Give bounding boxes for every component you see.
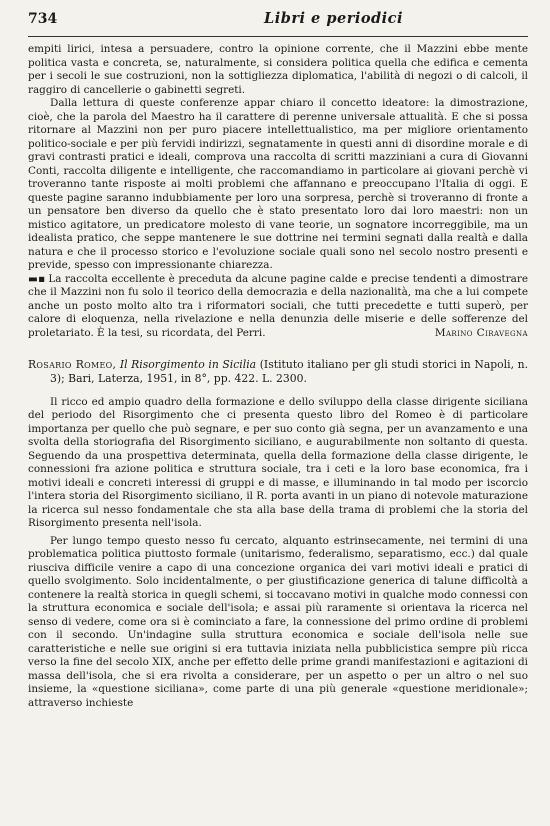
- running-head: [28, 10, 528, 36]
- paragraph-mark-icon: ▬▪: [28, 272, 46, 285]
- bibliographic-entry: [28, 358, 528, 386]
- paragraph: Per lungo tempo questo nesso fu cercato, alquanto estrinsecamente, nei termini di una problematica politica piuttosto formale (unitarismo, federalismo, separatismo, ecc.) dal quale riusciva difficile venire a capo di una concezione organica dei vari motivi ideali e pratici di quello svolgimento. Solo incidentalmente, o per giustificazione generica di talune difficoltà a contenere la realtà storica in quegli schemi, si toccavano motivi in qualche modo connessi con la struttura economica e sociale dell'isola; e assai più raramente si orientava la ricerca nel senso di vedere, come ora si è cominciato a fare, la connessione del primo ordine di problemi con il secondo. Un'indagine sulla struttura economica e sociale dell'isola nelle sue caratteristiche e nelle sue origini si era tuttavia iniziata nella pubblicistica sempre più ricca verso la fine del secolo XIX, anche per effetto delle prime grandi manifestazioni e agitazioni di massa dell'isola, che si era rivolta a considerare, per un aspetto o per un altro o nel suo insieme, la «questione siciliana», come parte di una più generale «questione meridionale»; attraverso inchieste: [28, 534, 528, 709]
- book-author: Rosario Romeo,: [28, 357, 117, 371]
- paragraph: Il ricco ed ampio quadro della formazione e dello sviluppo della classe dirigente siciliana del periodo del Risorgimento che ci presenta questo libro del Romeo è di particolare importanza per quello che può segnare, e per suo conto già segna, per un avanzamento e una svolta della storiografia del Risorgimento siciliano, e augurabilmente non soltanto di questa. Seguendo da una prospettiva determinata, quella della formazione della classe dirigente, le connessioni fra azione politica e struttura sociale, tra i ceti e la loro base economica, fra i motivi ideali e concreti interessi di gruppi e di masse, e illuminando in tal modo per iscorcio l'intera storia del Risorgimento siciliano, il R. porta avanti in un piano di notevole maturazione la ricerca sul nesso fondamentale che sta alla base della trama di problemi che la storia del Risorgimento presenta nell'isola.: [28, 395, 528, 529]
- review-body: [28, 396, 528, 711]
- publication-details: (Istituto italiano per gli studi storici in Napoli, n. 3); Bari, Laterza, 1951, in 8°, pp. 422. L. 2300.: [50, 357, 529, 385]
- book-title: Il Risorgimento in Sicilia: [119, 357, 257, 371]
- header-rule: [28, 36, 528, 37]
- page-number: 734: [28, 11, 58, 27]
- paragraph: empiti lirici, intesa a persuadere, contro la opinione corrente, che il Mazzini ebbe mente politica vasta e concreta, se, naturalmente, si considera politica quella che edifica e cementa per i secoli le sue costruzioni, non la sottigliezza diplomatica, l'abilità di negozi o di calcoli, il raggiro di cancellerie o gabinetti segreti.: [28, 43, 528, 96]
- review-heading: [28, 358, 528, 386]
- reviewer-signature: Marino Ciravegna: [434, 327, 528, 339]
- previous-review-continuation: [28, 43, 528, 341]
- paragraph-text: La raccolta eccellente è preceduta da alcune pagine calde e precise tendenti a dimostrare che il Mazzini non fu solo il teorico della democrazia e della nazionalità, ma che a lui compete anche un posto molto alto tra i riformatori sociali, che tutti precedette e tutti superò, per calore di eloquenza, nella rivelazione e nella denunzia delle miserie e delle sofferenze del proletariato. È la tesi, su ricordata, del Perri.: [28, 272, 528, 339]
- journal-title: Libri e periodici: [264, 10, 403, 27]
- paragraph: Dalla lettura di queste conferenze appar chiaro il concetto ideatore: la dimostrazione, cioè, che la parola del Maestro ha il carattere di perenne universale attualità. E che si possa ritornare al Mazzini non per puro piacere intellettualistico, ma per migliore orientamento politico-sociale e per più fervidi indirizzi, segnatamente in questi anni di disordine morale e di gravi contrasti pratici e ideali, comprova una raccolta di scritti mazziniani a cura di Giovanni Conti, raccolta diligente e intelligente, che raccomandiamo in particolare ai giovani perchè vi troveranno tante risposte ai molti problemi che affannano e preoccupano l'Italia di oggi. E queste pagine saranno indubbiamente per loro una sorpresa, perchè si troveranno di fronte a un pensatore ben diverso da quello che è stato presentato loro dai loro maestri: non un mistico agitatore, un predicatore molesto di vane teorie, un sognatore incorreggibile, ma un idealista pratico, che seppe mantenere le sue dottrine nei termini segnati dalla realtà e dalla natura e che il processo storico e l'evoluzione sociale quali sono nel secolo nostro presenti e previde, spesso con impressionante chiarezza.: [28, 97, 528, 271]
